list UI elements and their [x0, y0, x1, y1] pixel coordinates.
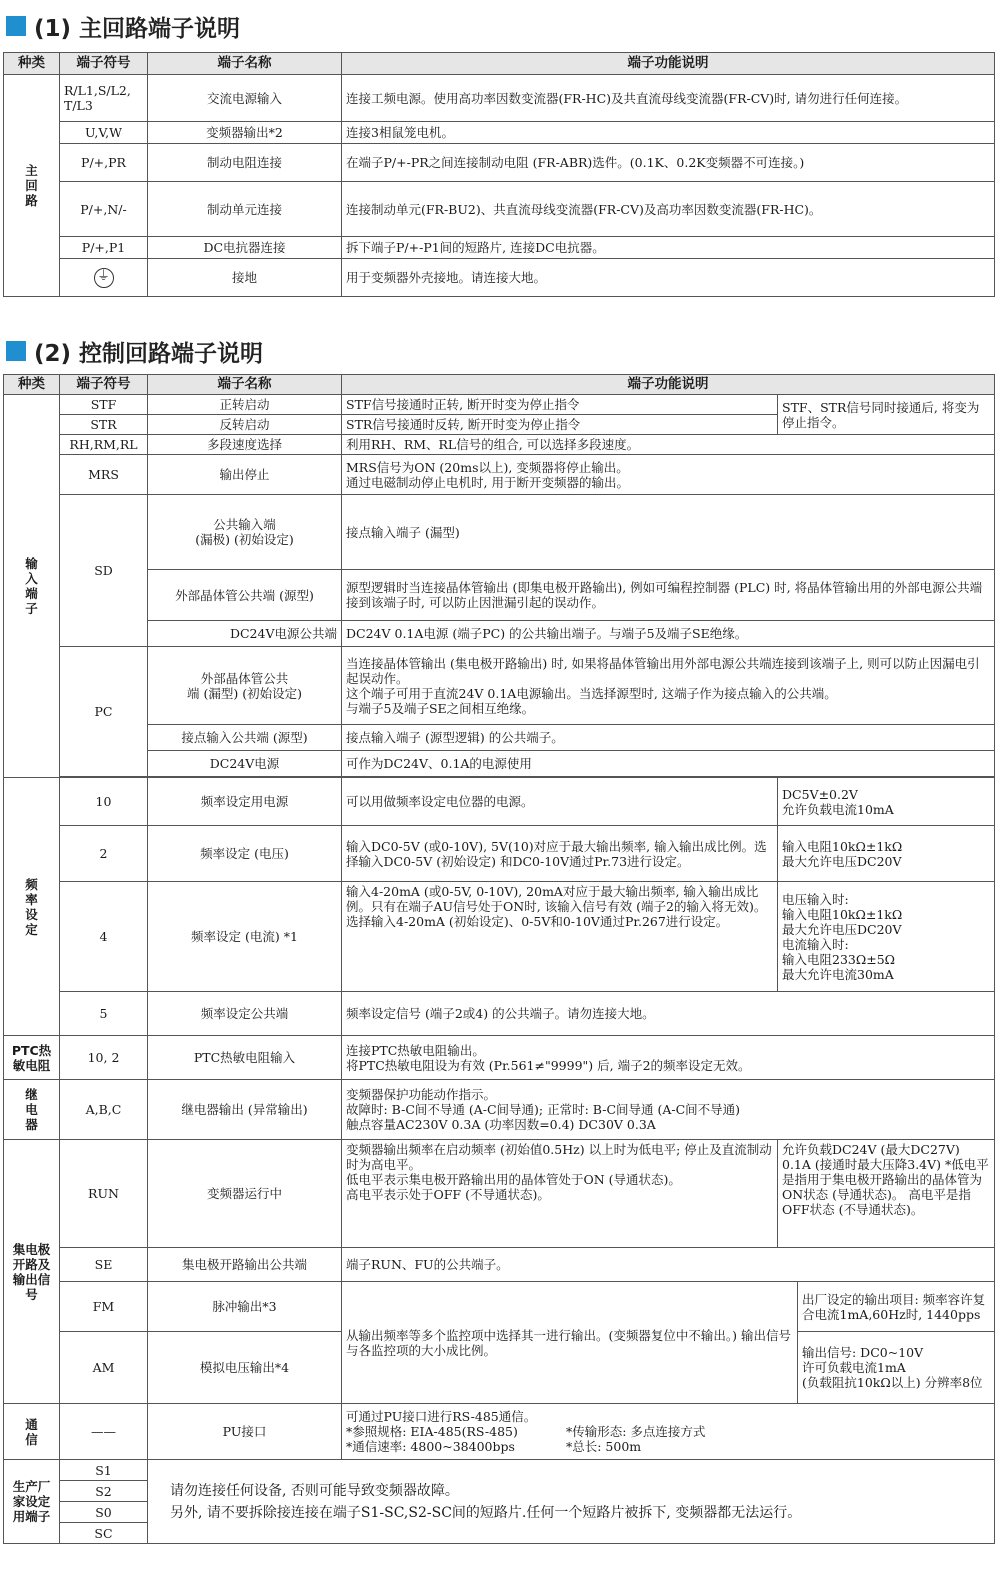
terminal-function: 连接制动单元(FR-BU2)、共直流母线变流器(FR-CV)及高功率因数变流器(FR-HC)。 [342, 182, 995, 237]
terminal-symbol: P/+,PR [60, 144, 148, 182]
terminal-symbol: SC [60, 1523, 148, 1544]
terminal-spec-note: 电压输入时: 输入电阻10kΩ±1kΩ 最大允许电压DC20V 电流输入时: 输入电阻233Ω±5Ω 最大允许电流30mA [778, 882, 995, 992]
terminal-spec-note: 输入电阻10kΩ±1kΩ 最大允许电压DC20V [778, 826, 995, 882]
main-circuit-table [3, 52, 995, 297]
terminal-symbol: U,V,W [60, 122, 148, 144]
terminal-function: 拆下端子P/+-P1间的短路片, 连接DC电抗器。 [342, 237, 995, 259]
terminal-name: 正转启动 [148, 395, 342, 415]
terminal-name: 模拟电压输出*4 [148, 1332, 342, 1404]
terminal-spec-note: DC5V±0.2V 允许负载电流10mA [778, 778, 995, 826]
terminal-symbol: P/+,P1 [60, 237, 148, 259]
terminal-name: 频率设定 (电压) [148, 826, 342, 882]
terminal-function: 源型逻辑时当连接晶体管输出 (即集电极开路输出), 例如可编程控制器 (PLC) 时, 将晶体管输出用的外部电源公共端接到该端子时, 可以防止因泄漏引起的误动作。 [342, 570, 995, 621]
terminal-name: 输出停止 [148, 455, 342, 495]
terminal-name: 变频器输出*2 [148, 122, 342, 144]
terminal-symbol: RH,RM,RL [60, 435, 148, 455]
terminal-symbol: 2 [60, 826, 148, 882]
terminal-symbol: MRS [60, 455, 148, 495]
control-circuit-table [3, 374, 995, 1544]
terminal-name: PTC热敏电阻输入 [148, 1036, 342, 1080]
terminal-name: 脉冲输出*3 [148, 1282, 342, 1332]
terminal-function: 接点输入端子 (源型逻辑) 的公共端子。 [342, 725, 995, 751]
comm-total-length: *总长: 500m [566, 1439, 642, 1454]
terminal-name: 变频器运行中 [148, 1140, 342, 1248]
terminal-symbol: AM [60, 1332, 148, 1404]
terminal-symbol: P/+,N/- [60, 182, 148, 237]
header-symbol: 端子符号 [60, 375, 148, 395]
category-communication: 通 信 [4, 1404, 60, 1460]
category-input-terminals: 输 入 端 子 [4, 395, 60, 778]
section-marker-icon [6, 16, 26, 36]
terminal-symbol: S0 [60, 1502, 148, 1523]
terminal-name: 制动电阻连接 [148, 144, 342, 182]
factory-terminal-warning [148, 1460, 995, 1544]
comm-baud-rate: *通信速率: 4800~38400bps [346, 1439, 515, 1454]
terminal-function: STR信号接通时反转, 断开时变为停止指令 [342, 415, 778, 435]
terminal-function: 端子RUN、FU的公共端子。 [342, 1248, 995, 1282]
terminal-function [342, 1404, 995, 1460]
terminal-function: 当连接晶体管输出 (集电极开路输出) 时, 如果将晶体管输出用外部电源公共端连接到该端子上, 则可以防止因漏电引起误动作。 这个端子可用于直流24V 0.1A电源输出。当选择源型时, 这端子作为接点输入的公共端。 与端子5及端子SE之间相互绝缘。 [342, 647, 995, 725]
terminal-name: 外部晶体管公共 端 (漏型) (初始设定) [148, 647, 342, 725]
terminal-symbol: SE [60, 1248, 148, 1282]
terminal-name: 反转启动 [148, 415, 342, 435]
terminal-symbol [60, 259, 148, 297]
terminal-symbol: STF [60, 395, 148, 415]
header-symbol: 端子符号 [60, 53, 148, 75]
terminal-symbol: A,B,C [60, 1080, 148, 1140]
terminal-name: DC24V电源 [148, 751, 342, 777]
terminal-function: STF信号接通时正转, 断开时变为停止指令 [342, 395, 778, 415]
header-name: 端子名称 [148, 375, 342, 395]
factory-warning-line: 另外, 请不要拆除接连接在端子S1-SC,S2-SC间的短路片.任何一个短路片被拆下, 变频器都无法运行。 [170, 1504, 802, 1521]
terminal-function: 连接工频电源。使用高功率因数变流器(FR-HC)及共直流母线变流器(FR-CV)时, 请勿进行任何连接。 [342, 75, 995, 122]
terminal-symbol: 5 [60, 992, 148, 1036]
terminal-symbol: S2 [60, 1481, 148, 1502]
terminal-name: PU接口 [148, 1404, 342, 1460]
factory-warning-line: 请勿连接任何设备, 否则可能导致变频器故障。 [170, 1482, 459, 1499]
terminal-name: 外部晶体管公共端 (源型) [148, 570, 342, 621]
category-ptc-thermistor: PTC热 敏电阻 [4, 1036, 60, 1080]
terminal-symbol: 4 [60, 882, 148, 992]
section1-title: (1) 主回路端子说明 [34, 15, 241, 42]
terminal-symbol: RUN [60, 1140, 148, 1248]
terminal-function: 可作为DC24V、0.1A的电源使用 [342, 751, 995, 777]
terminal-spec-note: 出厂设定的输出项目: 频率容许复合电流1mA,60Hz时, 1440pps [798, 1282, 995, 1332]
terminal-name: 多段速度选择 [148, 435, 342, 455]
terminal-function: 连接3相鼠笼电机。 [342, 122, 995, 144]
ground-icon: ⏚ [94, 268, 114, 288]
header-function: 端子功能说明 [342, 375, 995, 395]
terminal-function: 变频器保护功能动作指示。 故障时: B-C间不导通 (A-C间导通); 正常时: B-C间导通 (A-C间不导通) 触点容量AC230V 0.3A (功率因数=0.4) DC30V 0.3A [342, 1080, 995, 1140]
terminal-symbol: SD [60, 495, 148, 647]
comm-line: 可通过PU接口进行RS-485通信。 [346, 1409, 537, 1424]
stf-str-note: STF、STR信号同时接通后, 将变为停止指令。 [778, 395, 995, 435]
section1-heading [6, 10, 240, 42]
terminal-name: 公共输入端 (漏极) (初始设定) [148, 495, 342, 570]
header-function: 端子功能说明 [342, 53, 995, 75]
category-open-collector-output: 集电极 开路及 输出信 号 [4, 1140, 60, 1404]
terminal-name: 频率设定公共端 [148, 992, 342, 1036]
section-marker-icon [6, 341, 26, 361]
header-kind: 种类 [4, 53, 60, 75]
terminal-function: 用于变频器外壳接地。请连接大地。 [342, 259, 995, 297]
header-kind: 种类 [4, 375, 60, 395]
terminal-function: 从输出频率等多个监控项中选择其一进行输出。(变频器复位中不输出。) 输出信号与各监控项的大小成比例。 [342, 1282, 798, 1404]
terminal-symbol: S1 [60, 1460, 148, 1481]
terminal-function: 变频器输出频率在启动频率 (初始值0.5Hz) 以上时为低电平; 停止及直流制动时为高电平。 低电平表示集电极开路输出用的晶体管处于ON (导通状态)。 高电平表示处于OFF (不导通状态)。 [342, 1140, 778, 1248]
terminal-name: 交流电源输入 [148, 75, 342, 122]
section2-heading [6, 335, 263, 367]
terminal-function: 接点输入端子 (漏型) [342, 495, 995, 570]
terminal-function: MRS信号为ON (20ms以上), 变频器将停止输出。 通过电磁制动停止电机时, 用于断开变频器的输出。 [342, 455, 995, 495]
terminal-function: 连接PTC热敏电阻输出。 将PTC热敏电阻设为有效 (Pr.561≠"9999") 后, 端子2的频率设定无效。 [342, 1036, 995, 1080]
terminal-name: DC电抗器连接 [148, 237, 342, 259]
terminal-function: 输入4-20mA (或0-5V, 0-10V), 20mA对应于最大输出频率, 输入输出成比例。只有在端子AU信号处于ON时, 该输入信号有效 (端子2的输入将无效)。选择输入4-20mA (初始设定)、0-5V和0-10V通过Pr.267进行设定。 [342, 882, 778, 992]
terminal-name: DC24V电源公共端 [148, 621, 342, 647]
terminal-symbol: —— [60, 1404, 148, 1460]
terminal-symbol: FM [60, 1282, 148, 1332]
terminal-name: 接地 [148, 259, 342, 297]
terminal-function: DC24V 0.1A电源 (端子PC) 的公共输出端子。与端子5及端子SE绝缘。 [342, 621, 995, 647]
comm-transmission: *传输形态: 多点连接方式 [566, 1424, 706, 1439]
terminal-spec-note: 允许负载DC24V (最大DC27V) 0.1A (接通时最大压降3.4V) *低电平是指用于集电极开路输出的晶体管为ON状态 (导通状态)。 高电平是指OFF状态 (不导通状态)。 [778, 1140, 995, 1248]
terminal-symbol: 10 [60, 778, 148, 826]
terminal-name: 接点输入公共端 (源型) [148, 725, 342, 751]
terminal-symbol: 10, 2 [60, 1036, 148, 1080]
terminal-symbol: R/L1,S/L2, T/L3 [60, 75, 148, 122]
terminal-function: 利用RH、RM、RL信号的组合, 可以选择多段速度。 [342, 435, 995, 455]
category-frequency-setting: 频 率 设 定 [4, 778, 60, 1036]
section2-title: (2) 控制回路端子说明 [34, 340, 264, 367]
terminal-name: 集电极开路输出公共端 [148, 1248, 342, 1282]
terminal-name: 频率设定 (电流) *1 [148, 882, 342, 992]
comm-spec: *参照规格: EIA-485(RS-485) [346, 1424, 518, 1439]
header-name: 端子名称 [148, 53, 342, 75]
terminal-name: 继电器输出 (异常输出) [148, 1080, 342, 1140]
terminal-symbol: STR [60, 415, 148, 435]
category-main-circuit: 主 回 路 [4, 75, 60, 297]
terminal-function: 频率设定信号 (端子2或4) 的公共端子。请勿连接大地。 [342, 992, 995, 1036]
terminal-name: 制动单元连接 [148, 182, 342, 237]
terminal-spec-note: 输出信号: DC0~10V 许可负载电流1mA (负载阻抗10kΩ以上) 分辨率8位 [798, 1332, 995, 1404]
category-relay: 继 电 器 [4, 1080, 60, 1140]
category-factory-terminals: 生产厂 家设定 用端子 [4, 1460, 60, 1544]
terminal-function: 在端子P/+-PR之间连接制动电阻 (FR-ABR)选件。(0.1K、0.2K变频器不可连接。) [342, 144, 995, 182]
terminal-function: 可以用做频率设定电位器的电源。 [342, 778, 778, 826]
terminal-symbol: PC [60, 647, 148, 777]
terminal-function: 输入DC0-5V (或0-10V), 5V(10)对应于最大输出频率, 输入输出成比例。选择输入DC0-5V (初始设定) 和DC0-10V通过Pr.73进行设定。 [342, 826, 778, 882]
terminal-name: 频率设定用电源 [148, 778, 342, 826]
